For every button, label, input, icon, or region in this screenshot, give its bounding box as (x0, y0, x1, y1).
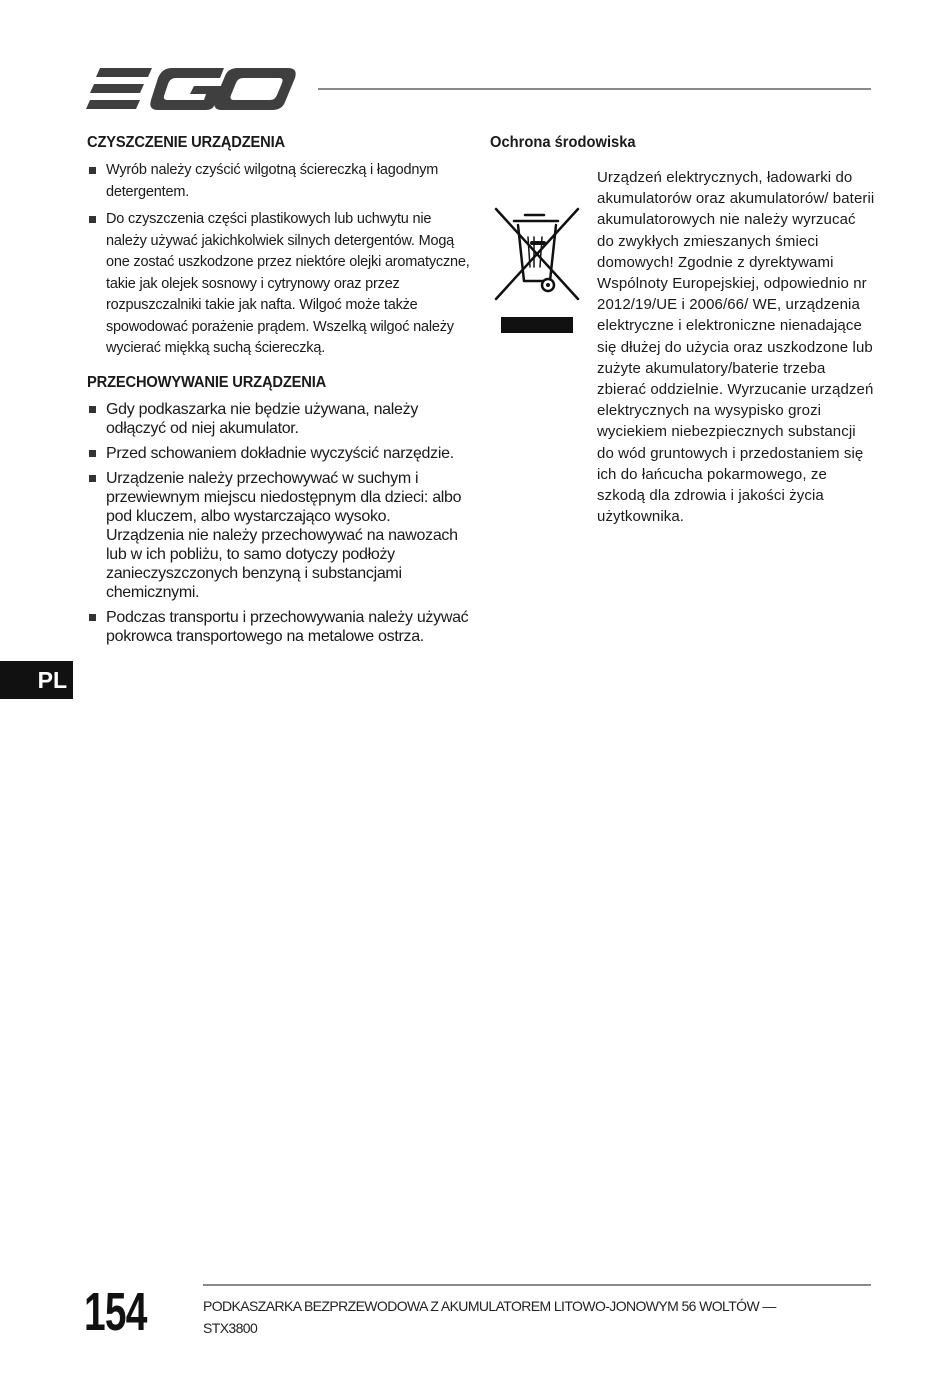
footer-model: STX3800 (203, 1320, 258, 1336)
storage-heading: PRZECHOWYWANIE URZĄDZENIA (87, 373, 327, 391)
header-rule (318, 88, 871, 90)
page-number: 154 (84, 1282, 147, 1342)
list-item: Gdy podkaszarka nie będzie używana, należy odłączyć od niej akumulator. (87, 400, 472, 438)
footer-title (203, 1295, 853, 1339)
environment-text: Urządzeń elektrycznych, ładowarki do akumulatorów oraz akumulatorów/ baterii akumulatorowych nie należy wyrzucać do zwykłych zmieszanych śmieci domowych! Zgodnie z dyrektywami Wspólnoty Europejskiej, odpowiednio nr 2012/19/UE i 2006/66/ WE, urządzenia elektryczne i elektroniczne nienadające się dłużej do użycia oraz uszkodzone lub zużyte akumulatory/baterie trzeba zbierać oddzielnie. Wyrzucanie urządzeń elektrycznych na wysypisko grozi wyciekiem niebezpiecznych substancji do wód gruntowych i przedostaniem się ich do łańcucha pokarmowego, ze szkodą dla zdrowia i jakości życia użytkownika. (597, 169, 875, 526)
ego-logo (86, 64, 298, 114)
cleaning-list (87, 160, 472, 360)
list-item: Wyrób należy czyścić wilgotną ściereczką i łagodnym detergentem. (87, 160, 472, 203)
footer-product-line: PODKASZARKA BEZPRZEWODOWA Z AKUMULATOREM LITOWO-JONOWYM 56 WOLTÓW — (203, 1298, 776, 1314)
cleaning-heading: CZYSZCZENIE URZĄDZENIA (87, 134, 285, 151)
right-column (490, 134, 875, 542)
crossed-out-wheelie-bin-icon (492, 207, 582, 302)
environment-heading: Ochrona środowiska (490, 134, 636, 151)
storage-list (87, 400, 472, 646)
list-item: Podczas transportu i przechowywania należy używać pokrowca transportowego na metalowe ostrza. (87, 608, 472, 646)
footer-rule (203, 1284, 871, 1286)
environment-block (490, 167, 875, 527)
left-column (87, 134, 472, 652)
bin-underline-bar (501, 317, 573, 333)
list-item: Do czyszczenia części plastikowych lub uchwytu nie należy używać jakichkolwiek silnych detergentów. Mogą one zostać uszkodzone przez niektóre olejki aromatyczne, takie jak olejek sosnowy i cytrynowy oraz przez rozpuszczalniki takie jak nafta. Wilgoć może także spowodować porażenie prądem. Wszelką wilgoć należy wycierać miękką suchą ściereczką. (87, 209, 472, 360)
list-item: Urządzenie należy przechowywać w suchym i przewiewnym miejscu niedostępnym dla dzieci: albo pod kluczem, albo wystarczająco wysoko. Urządzenia nie należy przechowywać na nawozach lub w ich pobliżu, to samo dotyczy podłoży zanieczyszczonych benzyną i substancjami chemicznymi. (87, 469, 472, 602)
list-item: Przed schowaniem dokładnie wyczyścić narzędzie. (87, 444, 472, 463)
language-tab: PL (0, 661, 73, 699)
